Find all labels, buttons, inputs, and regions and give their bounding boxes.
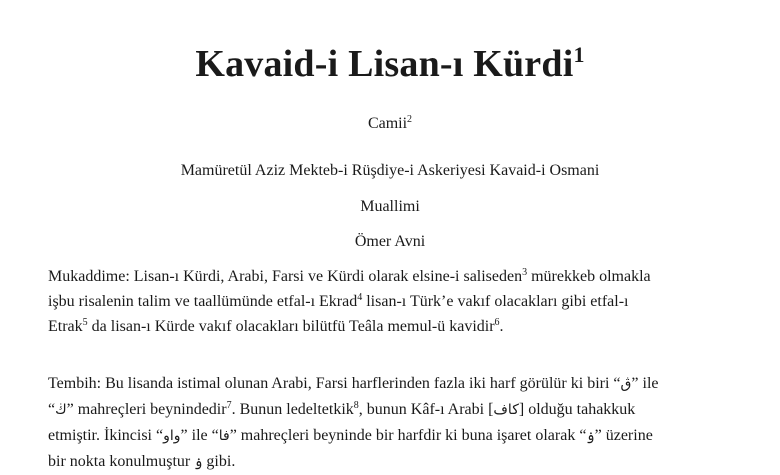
footnote-ref-3[interactable]: 3 xyxy=(522,267,528,278)
text-run: Tembih: Bu lisanda istimal olunan Arabi, Farsi harflerinden fazla iki harf görülür ki biri “ xyxy=(48,375,621,392)
footnote-ref-4[interactable]: 4 xyxy=(357,292,363,303)
text-run: ] olduğu tahakkuk xyxy=(518,401,636,418)
text-run: Etrak xyxy=(48,318,83,335)
title-footnote-ref[interactable]: 1 xyxy=(573,42,585,67)
text-run: işbu risalenin talim ve taallümünde etfal-ı Ekrad xyxy=(48,293,358,310)
author-footnote-ref[interactable]: 2 xyxy=(407,114,413,125)
footnote-ref-7[interactable]: 7 xyxy=(226,400,232,411)
text-run: ” ile xyxy=(631,375,659,392)
tembih-line-4 xyxy=(48,449,723,475)
text-run: ” ile “ xyxy=(180,427,219,444)
tembih-line-2 xyxy=(48,397,723,423)
mukaddime-line-2 xyxy=(48,289,723,314)
name-line: Ömer Avni xyxy=(354,233,426,250)
footnote-ref-6[interactable]: 6 xyxy=(494,317,500,328)
subtitle-line: Mamüretül Aziz Mekteb-i Rüşdiye-i Askeriyesi Kavaid-i Osmani xyxy=(180,162,600,179)
arabic-letter: ڬ xyxy=(55,402,67,418)
text-run: lisan-ı Türk’e vakıf olacakları gibi etfal-ı xyxy=(362,293,629,310)
text-run: gibi. xyxy=(202,453,236,470)
footnote-ref-5[interactable]: 5 xyxy=(82,317,88,328)
arabic-letter: ۏ xyxy=(586,428,595,444)
arabic-word: كاف xyxy=(493,402,519,418)
title-text: Kavaid-i Lisan-ı Kürdi xyxy=(195,43,574,85)
arabic-word: واو xyxy=(163,428,181,444)
page-title xyxy=(0,40,780,88)
tembih-line-1 xyxy=(48,371,723,397)
tembih-line-3 xyxy=(48,423,723,449)
arabic-letter: ڨ xyxy=(620,376,632,392)
arabic-word: فا xyxy=(218,428,230,444)
text-run: . Bunun ledeltetkik xyxy=(231,401,354,418)
author-name: Camii xyxy=(367,115,408,132)
text-run: etmiştir. İkincisi “ xyxy=(48,427,164,444)
text-run: “ xyxy=(48,401,56,418)
tembih-paragraph xyxy=(48,371,723,475)
text-run: ” mahreçleri beynindedir xyxy=(66,401,227,418)
text-run: ” mahreçleri beyninde bir harfdir ki buna işaret olarak “ xyxy=(229,427,587,444)
author-line xyxy=(0,114,780,134)
text-run: ” üzerine xyxy=(594,427,653,444)
mukaddime-line-3 xyxy=(48,314,723,339)
footnote-ref-8[interactable]: 8 xyxy=(353,400,359,411)
text-run: Mukaddime: Lisan-ı Kürdi, Arabi, Farsi ve Kürdi olarak elsine-i saliseden xyxy=(48,268,523,285)
arabic-letter: ۏ xyxy=(194,454,203,470)
role-line: Muallimi xyxy=(360,198,420,215)
text-run: da lisan-ı Kürde vakıf olacakları bilütfü Teâla memul-ü kavidir xyxy=(87,318,495,335)
mukaddime-paragraph xyxy=(48,264,723,339)
text-run: . xyxy=(499,318,504,335)
mukaddime-line-1 xyxy=(48,264,723,289)
text-run: bir nokta konulmuştur xyxy=(48,453,195,470)
text-run: mürekkeb olmakla xyxy=(527,268,651,285)
text-run: , bunun Kâf-ı Arabi [ xyxy=(358,401,494,418)
